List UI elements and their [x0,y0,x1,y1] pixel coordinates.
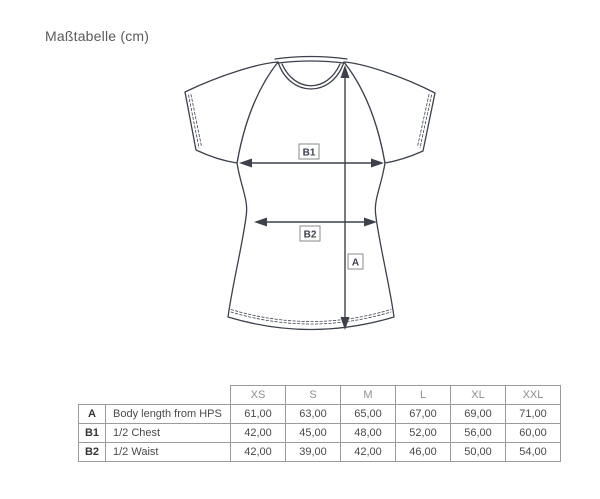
measure-value: 42,00 [341,443,396,462]
label-a: A [351,257,360,269]
size-col-header-l: L [396,386,451,405]
measure-value: 60,00 [506,424,561,443]
measure-value: 48,00 [341,424,396,443]
measure-value: 42,00 [231,443,286,462]
measure-value: 39,00 [286,443,341,462]
measure-row-a [79,405,561,424]
measure-value: 50,00 [451,443,506,462]
measurement-table [78,385,561,462]
measure-key: A [79,405,106,424]
measure-label: Body length from HPS [106,405,231,424]
label-b2: B2 [303,229,317,241]
page-title: Maßtabelle (cm) [45,28,150,44]
measure-value: 63,00 [286,405,341,424]
size-col-header-xl: XL [451,386,506,405]
shirt-collar-inner-line [278,61,344,63]
measure-value: 67,00 [396,405,451,424]
measure-value: 71,00 [506,405,561,424]
measure-value: 69,00 [451,405,506,424]
size-table-container [78,385,561,462]
label-b1: B1 [302,147,316,159]
measure-value: 56,00 [451,424,506,443]
size-col-header-s: S [286,386,341,405]
header-spacer [79,386,231,405]
measure-key: B1 [79,424,106,443]
measure-value: 61,00 [231,405,286,424]
measure-value: 46,00 [396,443,451,462]
measure-key: B2 [79,443,106,462]
size-col-header-xs: XS [231,386,286,405]
shirt-collar [275,57,347,60]
measure-value: 45,00 [286,424,341,443]
measure-label: 1/2 Chest [106,424,231,443]
measure-row-b1 [79,424,561,443]
measure-value: 54,00 [506,443,561,462]
size-col-header-m: M [341,386,396,405]
tshirt-measurement-diagram [165,50,450,350]
table-header-row [79,386,561,405]
measure-value: 42,00 [231,424,286,443]
measure-value: 52,00 [396,424,451,443]
size-col-header-xxl: XXL [506,386,561,405]
measure-label: 1/2 Waist [106,443,231,462]
measure-row-b2 [79,443,561,462]
measure-value: 65,00 [341,405,396,424]
